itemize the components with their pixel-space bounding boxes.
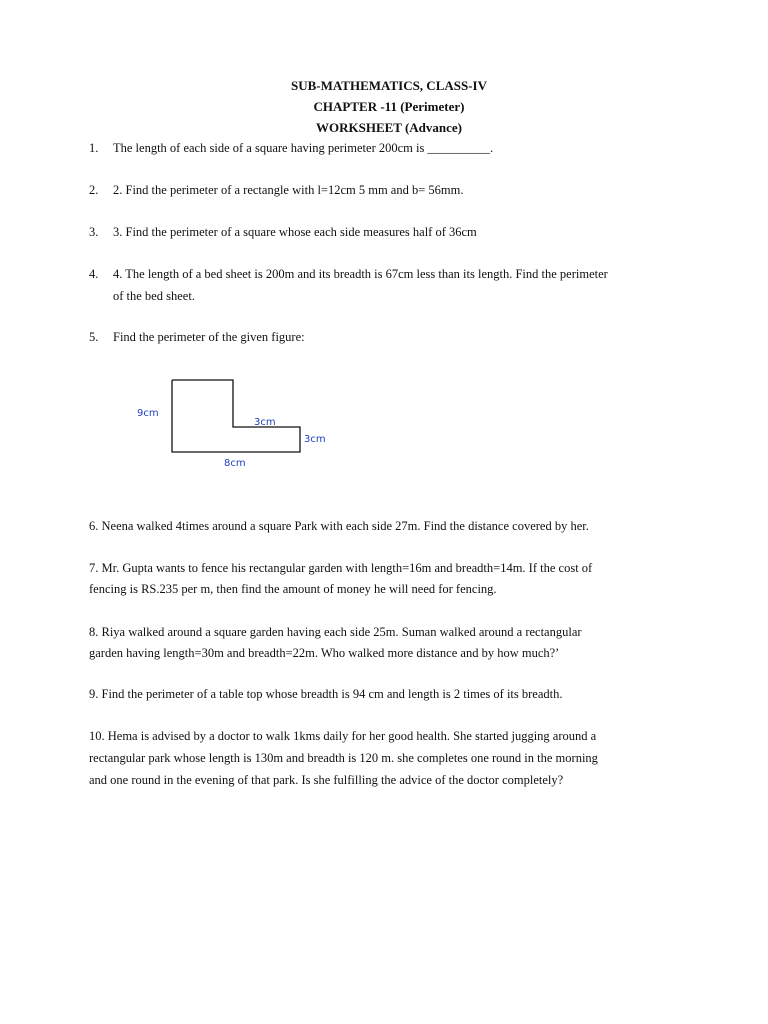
question-text: 6. Neena walked 4times around a square Park with each side 27m. Find the distance covered by her. bbox=[89, 519, 589, 533]
question-text-continued: and one round in the evening of that park. Is she fulfilling the advice of the doctor completely? bbox=[89, 773, 564, 787]
question-text-continued: of the bed sheet. bbox=[113, 289, 195, 303]
question-text-continued: rectangular park whose length is 130m and breadth is 120 m. she completes one round in the morning bbox=[89, 751, 598, 765]
l-shape-diagram bbox=[130, 372, 350, 472]
l-shape-figure bbox=[130, 372, 350, 472]
question-number: 5. bbox=[89, 330, 99, 344]
label-right: 3cm bbox=[304, 434, 326, 445]
label-inner: 3cm bbox=[254, 417, 276, 428]
label-left: 9cm bbox=[137, 408, 159, 419]
question-number: 1. bbox=[89, 141, 99, 155]
question-number: 4. bbox=[89, 267, 99, 281]
label-bottom: 8cm bbox=[224, 458, 246, 469]
worksheet-title: WORKSHEET (Advance) bbox=[315, 120, 463, 135]
question-text-continued: fencing is RS.235 per m, then find the amount of money he will need for fencing. bbox=[89, 582, 497, 596]
question-number: 3. bbox=[89, 225, 99, 239]
question-number: 2. bbox=[89, 183, 99, 197]
question-text: 7. Mr. Gupta wants to fence his rectangular garden with length=16m and breadth=14m. If the cost of bbox=[89, 561, 593, 575]
question-text: 8. Riya walked around a square garden having each side 25m. Suman walked around a rectangular bbox=[89, 625, 582, 639]
question-text-continued: garden having length=30m and breadth=22m. Who walked more distance and by how much?’ bbox=[89, 646, 560, 660]
subject-title: SUB-MATHEMATICS, CLASS-IV bbox=[291, 78, 487, 93]
question-text: 9. Find the perimeter of a table top whose breadth is 94 cm and length is 2 times of its breadth. bbox=[89, 687, 563, 701]
question-text: 4. The length of a bed sheet is 200m and its breadth is 67cm less than its length. Find the perimeter bbox=[113, 267, 608, 281]
chapter-title: CHAPTER -11 (Perimeter) bbox=[313, 99, 465, 114]
l-shape-outline bbox=[172, 380, 300, 452]
question-text: 2. Find the perimeter of a rectangle with l=12cm 5 mm and b= 56mm. bbox=[113, 183, 464, 197]
question-text: 10. Hema is advised by a doctor to walk 1kms daily for her good health. She started jugging around a bbox=[89, 729, 597, 743]
question-text: The length of each side of a square having perimeter 200cm is __________. bbox=[113, 141, 494, 155]
question-text: 3. Find the perimeter of a square whose each side measures half of 36cm bbox=[113, 225, 477, 239]
question-text: Find the perimeter of the given figure: bbox=[113, 330, 305, 344]
